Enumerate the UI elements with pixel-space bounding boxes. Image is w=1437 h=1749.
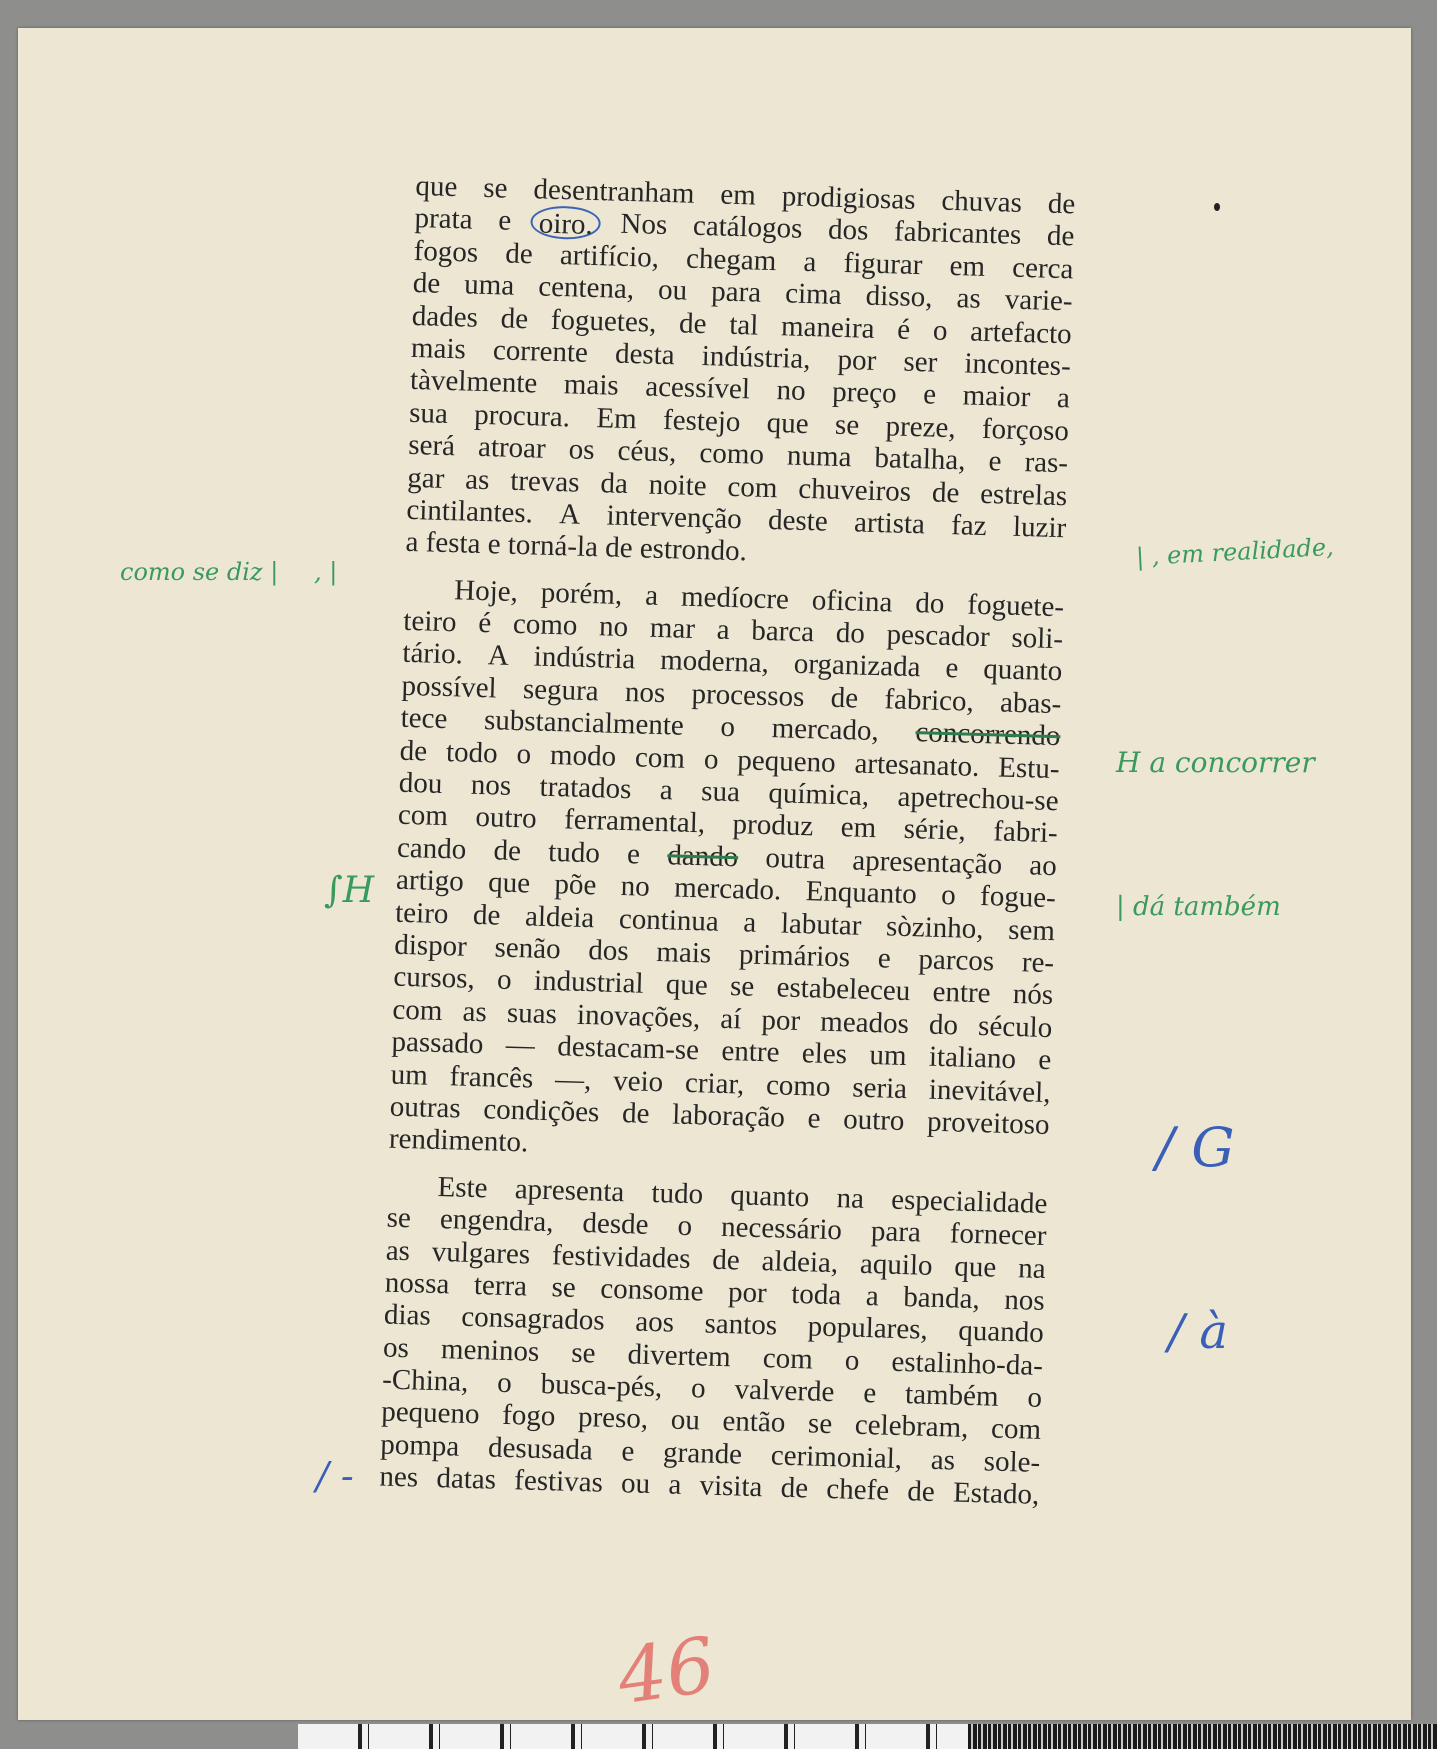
text-line: possível segura nos processos de fabrico, abas-: [401, 669, 1062, 721]
text-line: os meninos se divertem com o estalinho-da-: [382, 1331, 1044, 1382]
text-line: a festa e torná-la de estrondo.: [405, 526, 748, 568]
text-line: pequeno fogo preso, ou então se celebram, com: [380, 1395, 1042, 1447]
text-line: nossa terra se consome por toda a banda, nos: [384, 1266, 1046, 1317]
text-line: gar as trevas da noite com chuveiros de estrelas: [406, 461, 1068, 512]
text-line: rendimento.: [388, 1122, 529, 1159]
text-line: fogos de artifício, chegam a figurar em cerca: [413, 234, 1074, 286]
ink-dot: [1214, 203, 1220, 211]
text-line: com outro ferramental, produz em série, fabri-: [397, 799, 1059, 850]
margin-note-comma: , |: [314, 558, 338, 586]
margin-note-a-concorrer: H a concorrer: [1116, 746, 1315, 779]
text-line: as vulgares festividades de aldeia, aquilo que na: [385, 1234, 1047, 1285]
text-line: mais corrente desta indústria, por ser incontes-: [410, 331, 1072, 383]
text-line: teiro de aldeia continua a labutar sòzinho, sem: [394, 896, 1056, 947]
margin-note-transpose-mark: ∫H: [324, 870, 375, 911]
text-line: -China, o busca-pés, o valverde e também o: [381, 1363, 1043, 1415]
text-line: cursos, o industrial que se estabeleceu entre nós: [393, 961, 1054, 1012]
text-line: dispor senão dos mais primários e parcos re-: [393, 928, 1055, 980]
margin-note-como-se-diz: como se diz |: [120, 558, 279, 586]
page-number: 46: [612, 1619, 721, 1722]
text-line: que se desentranham em prodigiosas chuvas de: [415, 170, 1076, 221]
text-line: será atroar os céus, como numa batalha, e ras-: [407, 429, 1069, 480]
margin-note-em-realidade: | , em realidade,: [1135, 532, 1335, 572]
text-line: tece substancialmente o mercado, concorrendo: [400, 702, 1061, 753]
text-line: tário. A indústria moderna, organizada e quanto: [402, 637, 1063, 688]
text-line: dades de foguetes, de tal maneira é o artefacto: [411, 299, 1073, 350]
body-text: [379, 170, 1076, 1512]
text-line: com as suas inovações, aí por meados do século: [392, 993, 1053, 1044]
text-line: cintilantes. A intervenção deste artista faz luzir: [406, 493, 1067, 545]
margin-note-blue-dash: / -: [316, 1454, 354, 1498]
text-line: teiro é como no mar a barca do pescador soli-: [402, 604, 1064, 656]
text-line: dias consagrados aos santos populares, quando: [383, 1298, 1045, 1350]
margin-note-blue-g: / G: [1156, 1116, 1235, 1179]
text-line: um francês —, veio criar, como seria inevitável,: [390, 1058, 1051, 1109]
text-line: pompa desusada e grande cerimonial, as sole-: [379, 1428, 1041, 1479]
text-line: de todo o modo com o pequeno artesanato. Estu-: [399, 734, 1060, 785]
margin-note-da-tambem: | dá também: [1116, 892, 1281, 922]
color-bar: [968, 1724, 1437, 1749]
text-line: tàvelmente mais acessível no preço e maior a: [409, 364, 1071, 415]
text-line: passado — destacam-se entre eles um italiano e: [391, 1025, 1052, 1077]
margin-note-blue-a: / à: [1168, 1304, 1229, 1360]
text-line: dou nos tratados a sua química, apetrechou-se: [398, 766, 1060, 818]
document-page: [18, 28, 1411, 1720]
text-line: nes datas festivas ou a visita de chefe de Estado,: [379, 1460, 1040, 1512]
text-line: Hoje, porém, a medíocre oficina do foguete-: [453, 573, 1065, 623]
text-line: Este apresenta tudo quanto na especialidade: [437, 1170, 1048, 1220]
text-line: de uma centena, ou para cima disso, as varie-: [412, 267, 1073, 318]
text-line: sua procura. Em festejo que se preze, forçoso: [408, 396, 1070, 448]
text-line: artigo que põe no mercado. Enquanto o fogue-: [395, 863, 1057, 915]
text-line: se engendra, desde o necessário para fornecer: [386, 1201, 1047, 1253]
text-line: cando de tudo e dando outra apresentação ao: [396, 831, 1058, 882]
text-line: prata e oiro. Nos catálogos dos fabricantes de: [414, 202, 1075, 253]
text-line: outras condições de laboração e outro proveitoso: [389, 1090, 1050, 1141]
